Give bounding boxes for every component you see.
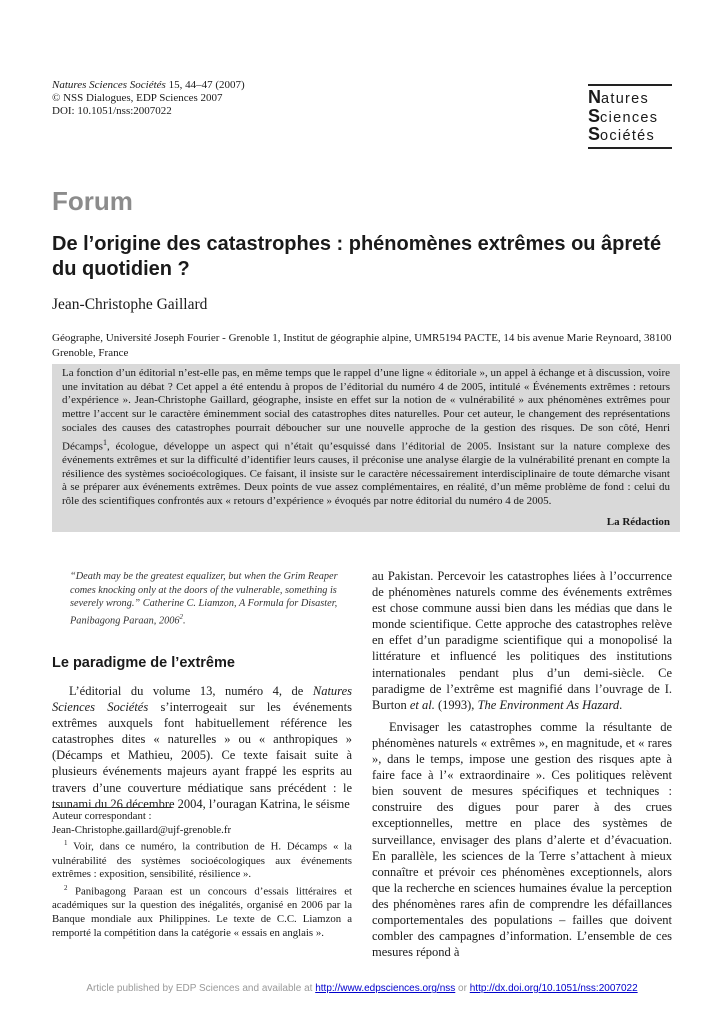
right-column-body [372, 568, 672, 960]
journal-logo: Natures Sciences Sociétés [588, 84, 672, 149]
publication-footer: Article published by EDP Sciences and available at http://www.edpsciences.org/nss or http://dx.doi.org/10.1051/nss:2007022 [86, 983, 638, 994]
left-column-body [52, 683, 352, 812]
footnotes [52, 810, 352, 941]
paragraph: L’éditorial du volume 13, numéro 4, de Natures Sciences Sociétés s’interrogeait sur les événements extrêmes auxquels font habituellement référence les catastrophes dites « naturelles » ou « anthropiques » (Décamps et Mathieu, 2005). Ce texte faisait suite à plusieurs événements majeurs ayant frappé les esprits au travers d’une couverture médiatique sans précédent : le tsunami du 26 décembre 2004, l’ouragan Katrina, le séisme [52, 684, 353, 811]
section-label: Forum [52, 186, 133, 216]
paragraph: au Pakistan. Percevoir les catastrophes liées à l’occurrence de phénomènes naturels comme des événements extrêmes est chose commune aussi bien dans les médias que dans le monde scientifique. Cette approche des catastrophes relève en effet d’un paradigme scientifique qui a monopolisé la littérature et influencé les politiques des institutions internationales pendant plus d’un demi-siècle. Ce paradigme de l’extrême est magnifié dans l’ouvrage de I. Burton et al. (1993), The Environment As Hazard. [372, 569, 672, 712]
editorial-signature: La Rédaction [606, 515, 670, 528]
copyright-line: © NSS Dialogues, EDP Sciences 2007 [52, 92, 223, 104]
footnote-divider [52, 807, 172, 808]
author-name: Jean-Christophe Gaillard [52, 296, 208, 313]
journal-meta [52, 79, 245, 118]
section-heading: Le paradigme de l’extrême [52, 655, 235, 671]
article-title: De l’origine des catastrophes : phénomènes extrêmes ou âpreté du quotidien ? [52, 233, 662, 280]
editorial-box: La fonction d’un éditorial n’est-elle pas, en même temps que le rappel d’une ligne « éditoriale », un appel à échange et à discussion, voire une invitation au débat ? Cet appel a été entendu à propos de l’éditorial du numéro 4 de 2005, intitulé « Événements extrêmes : retours d’expérience ». Jean-Christophe Gaillard, géographe, insiste en effet sur la notion de « vulnérabilité » aux phénomènes extrêmes pour mettre l’accent sur le caractère éminemment social des catastrophes dites naturelles. Pour cet auteur, le changement des représentations sociales des causes des catastrophes pourrait déboucher sur une nouvelle approche de la gestion des risques. De son côté, Henri Décamps$^1$, écologue, développe un aspect qui n’était qu’esquissé dans l’éditorial de 2005. Insistant sur la nature complexe des événements extrêmes et sur la difficulté d’identifier leurs causes, il préconise une analyse élargie de la vulnérabilité prenant en compte la résilience des systèmes socioécologiques. Ce faisant, il insiste sur le caractère nécessairement interdisciplinaire de toute démarche visant à se préparer aux événements extrêmes. Deux points de vue assez complémentaires, en réalité, d’un même problème de fond : celui du rôle des scientifiques confrontés aux « retours d’expérience » évoqués par notre éditorial du numéro 4 de 2005. La Rédaction [52, 364, 680, 532]
footnote-1: $^1$ Voir, dans ce numéro, la contribution de H. Décamps « la vulnérabilité des systèmes socioécologiques aux événements extrêmes : exposition, sensibilité, résilience ». [52, 839, 352, 881]
doi-line: DOI: 10.1051/nss:2007022 [52, 105, 172, 117]
correspondence-email[interactable]: Jean-Christophe.gaillard@ujf-grenoble.fr [52, 823, 232, 836]
paragraph: Envisager les catastrophes comme la résultante de phénomènes naturels « extrêmes », en magnitude, et « rares », dans le temps, impose une gestion des risques apte à faire face à l’« extraordinaire ». Ces politiques relèvent bien souvent de mesures spécifiques et techniques : construire des digues pour parer à des crues exceptionnelles, mettre en place des systèmes de surveillance, envisager des plans d’alerte et d’évacuation. En parallèle, les sciences de la Terre s’attachent à mieux connaître et prévoir ces phénomènes exceptionnels, alors que la recherche en sciences humaines évalue la perception des phénomènes rares afin de comprendre les défaillances comportementales des populations – failles que doivent combler des campagnes d’information. L’ensemble de ces mesures répond à [372, 719, 672, 960]
epigraph: “Death may be the greatest equalizer, but when the Grim Reaper comes knocking only at the doors of the vulnerable, something is severely wrong.” Catherine C. Liamzon, A Formula for Disaster, Panibagong Paraan, 2006$^2$. [70, 571, 338, 626]
footnote-2: $^2$ Panibagong Paraan est un concours d’essais littéraires et académiques sur la question des inégalités, organisé en 2006 par la Banque mondiale aux Philippines. Le texte de C.C. Liamzon a remporté la compétition dans la catégorie « essais en anglais ». [52, 884, 352, 939]
doi-link[interactable]: http://dx.doi.org/10.1051/nss:2007022 [469, 983, 638, 994]
correspondence-label: Auteur correspondant : [52, 810, 152, 822]
author-affiliation: Géographe, Université Joseph Fourier - Grenoble 1, Institut de géographie alpine, UMR5194 PACTE, 14 bis avenue Marie Reynoard, 38100 Grenoble, France [52, 332, 672, 359]
journal-citation: Natures Sciences Sociétés 15, 44–47 (2007) [52, 79, 245, 91]
edp-link[interactable]: http://www.edpsciences.org/nss [315, 983, 456, 994]
